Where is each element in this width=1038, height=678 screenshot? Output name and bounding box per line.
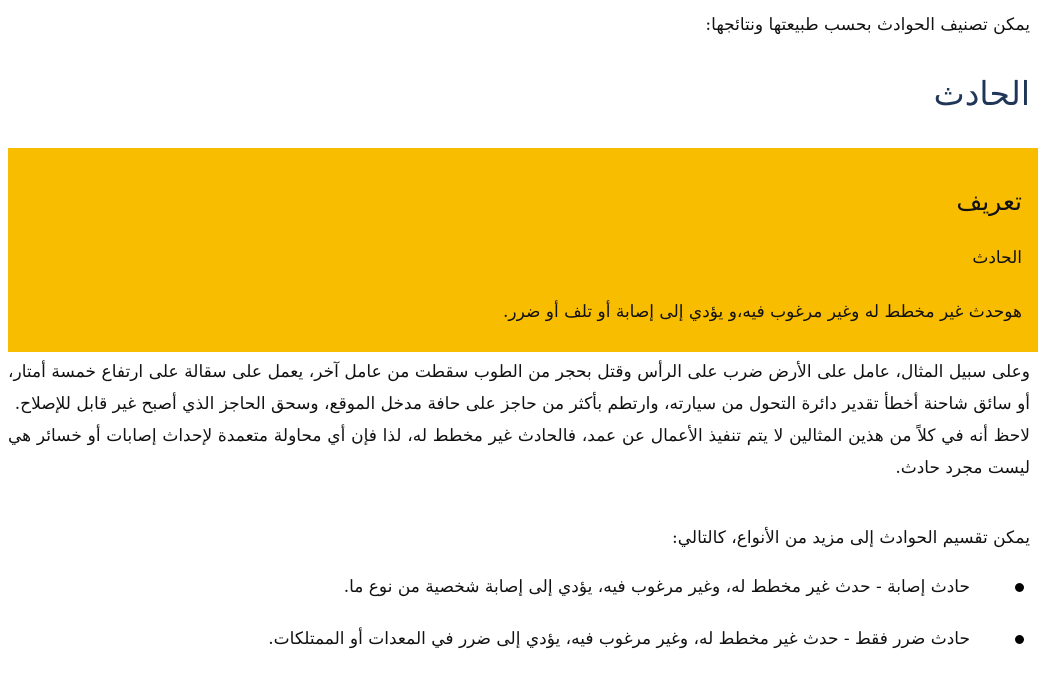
examples-paragraph-2: لاحظ أنه في كلاً من هذين المثالين لا يتم تنفيذ الأعمال عن عمد، فالحادث غير مخطط له، لذا فإن أي محاولة متعمدة لإحداث إصابات أو خسائر هي ليست مجرد حادث. — [8, 426, 1030, 478]
types-intro: يمكن تقسيم الحوادث إلى مزيد من الأنواع، كالتالي: — [672, 528, 1030, 548]
bullet-icon — [1015, 583, 1024, 592]
list-item — [8, 574, 1030, 600]
definition-box — [8, 148, 1038, 352]
definition-term: الحادث — [972, 248, 1022, 268]
bullet-icon — [1015, 635, 1024, 644]
intro-text: يمكن تصنيف الحوادث بحسب طبيعتها ونتائجها: — [705, 15, 1030, 35]
definition-text: هوحدث غير مخطط له وغير مرغوب فيه،و يؤدي إلى إصابة أو تلف أو ضرر. — [502, 302, 1022, 322]
list-item — [8, 626, 1030, 652]
section-heading: الحادث — [933, 74, 1030, 113]
examples-block — [8, 356, 1030, 484]
definition-title: تعريف — [956, 187, 1022, 216]
examples-paragraph-1: وعلى سبيل المثال، عامل على الأرض ضرب على الرأس وقتل بحجر من الطوب سقطت من عامل آخر، يعمل على سقالة على ارتفاع خمسة أمتار، أو سائق شاحنة أخطأ تقدير دائرة التحول من سيارته، وارتطم بأكثر من حاجز على حافة مدخل الموقع، وسحق الحاجز الذي أصبح غير قابل للإصلاح. — [8, 362, 1030, 414]
list-item-text: حادث إصابة - حدث غير مخطط له، وغير مرغوب فيه، يؤدي إلى إصابة شخصية من نوع ما. — [343, 577, 970, 597]
types-list — [8, 574, 1030, 678]
list-item-text: حادث ضرر فقط - حدث غير مخطط له، وغير مرغوب فيه، يؤدي إلى ضرر في المعدات أو الممتلكات. — [268, 629, 970, 649]
